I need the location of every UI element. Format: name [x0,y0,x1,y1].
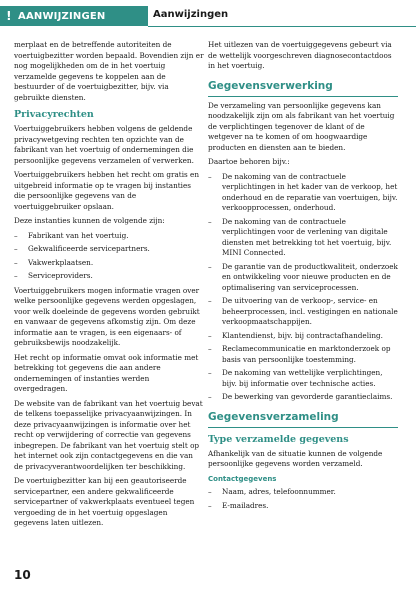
list-item: – Naam, adres, telefoonnummer. [208,487,336,496]
paragraph: Het recht op informatie omvat ook informatie met betrekking tot gegevens die aan andere ondernemingen of instanties werden overgedragen. [14,352,199,393]
privacy-rights-heading: Privacyrechten [14,109,94,120]
list-item: – Gekwalificeerde servicepartners. [14,244,150,253]
list-item: – Serviceproviders. [14,271,93,280]
paragraph: Voertuiggebruikers hebben het recht om gratis en uitgebreid informatie op te vragen bij instanties die persoonlijke gegevens van de voertuiggebruiker opslaan. [14,170,200,211]
left-column [14,40,204,533]
list-item: – Klantendienst, bijv. bij contractafhandeling. [208,330,383,340]
contact-data-heading: Contactgegevens [208,474,277,483]
instances-list [14,231,204,282]
list-item: – Fabrikant van het voertuig. [14,230,129,240]
paragraph: De verzameling van persoonlijke gegevens kan noodzakelijk zijn om als fabrikant van het voertuig de verplichtingen tegenover de klant of de wetgever na te komen of om hoogwaardige producten en diensten aan te bieden. [208,100,395,152]
list-item: – De garantie van de productkwaliteit, onderzoek en ontwikkeling voor nieuwe producten en de optimalisering van serviceprocessen. [208,261,398,292]
header-rule [148,26,416,27]
paragraph: Deze instanties kunnen de volgende zijn: [14,216,165,225]
paragraph: Voertuiggebruikers mogen informatie vragen over welke persoonlijke gegevens werden opgeslagen, voor welk doeleinde de gegevens worden gebruikt en vanwaar de gegevens afkomstig zijn. Om deze informatie aan te vragen, is een eigenaars- of gebruiksbewijs noodzakelijk. [14,285,200,347]
collected-types-heading: Type verzamelde gegevens [208,433,349,445]
paragraph: Daartoe behoren bijv.: [208,157,290,166]
right-column [208,40,398,515]
data-processing-heading: Gegevensverwerking [208,80,398,97]
page-title: Aanwijzingen [153,9,229,20]
list-item: – Vakwerkplaatsen. [14,257,94,267]
list-item: – De bewerking van gevorderde garantieclaims. [208,392,393,401]
exclamation-icon: ! [6,9,12,23]
list-item: – De nakoming van de contractuele verplichtingen voor de verlening van digitale diensten met betrekking tot het voertuig, bijv. MINI Connected. [208,216,392,257]
section-tab [0,6,148,26]
paragraph: Het uitlezen van de voertuiggegevens gebeurt via de wettelijk voorgeschreven diagnosecontactdoos in het voertuig. [208,40,392,70]
paragraph: Voertuiggebruikers hebben volgens de geldende privacywetgeving rechten ten opzichte van de fabrikant van het voertuig of ondernemingen die persoonlijke gegevens verzamelen of verwerken. [14,124,194,165]
paragraph: De website van de fabrikant van het voertuig bevat de telkens toepasselijke privacyaanwijzingen. In deze privacyaanwijzingen is informatie over het recht op verwijdering of correctie van gegevens inbegrepen. De fabrikant van het voertuig stelt op het internet ook zijn contactgegevens en die van de privacyverantwoordelijken ter beschikking. [14,398,203,471]
section-label: AANWIJZINGEN [18,10,106,22]
contact-list [208,487,398,511]
page-number: 10 [14,568,31,582]
list-item: – De nakoming van wettelijke verplichtingen, bijv. bij informatie over technische acties. [208,368,383,388]
list-item: – E-mailadres. [208,500,269,510]
paragraph: Afhankelijk van de situatie kunnen de volgende persoonlijke gegevens worden verzameld. [208,448,383,468]
list-item: – Reclamecommunicatie en marktonderzoek op basis van persoonlijke toestemming. [208,344,391,364]
paragraph: De voertuigbezitter kan bij een geautoriseerde servicepartner, een andere gekwalificeerde servicepartner of vakwerkplaats eventueel tegen vergoeding de in het voertuig opgeslagen gegevens laten uitlezen. [14,476,195,527]
list-item: – De nakoming van de contractuele verplichtingen in het kader van de verkoop, het onderhoud en de reparatie van voertuigen, bijv. verkoopprocessen, onderhoud. [208,171,398,212]
data-collection-heading: Gegevensverzameling [208,411,398,428]
list-item: – De uitvoering van de verkoop-, service- en beheerprocessen, incl. vestigingen en nationale verkoopmaatschappijen. [208,296,398,326]
processing-list [208,172,398,403]
paragraph: merplaat en de betreffende autoriteiten de voertuigbezitter worden bepaald. Bovendien zijn er nog mogelijkheden om de in het voertuig verzamelde gegevens te koppelen aan de bestuurder of de voertuigbezitter, bijv. via gebruikte diensten. [14,40,204,102]
page-header [0,6,416,28]
